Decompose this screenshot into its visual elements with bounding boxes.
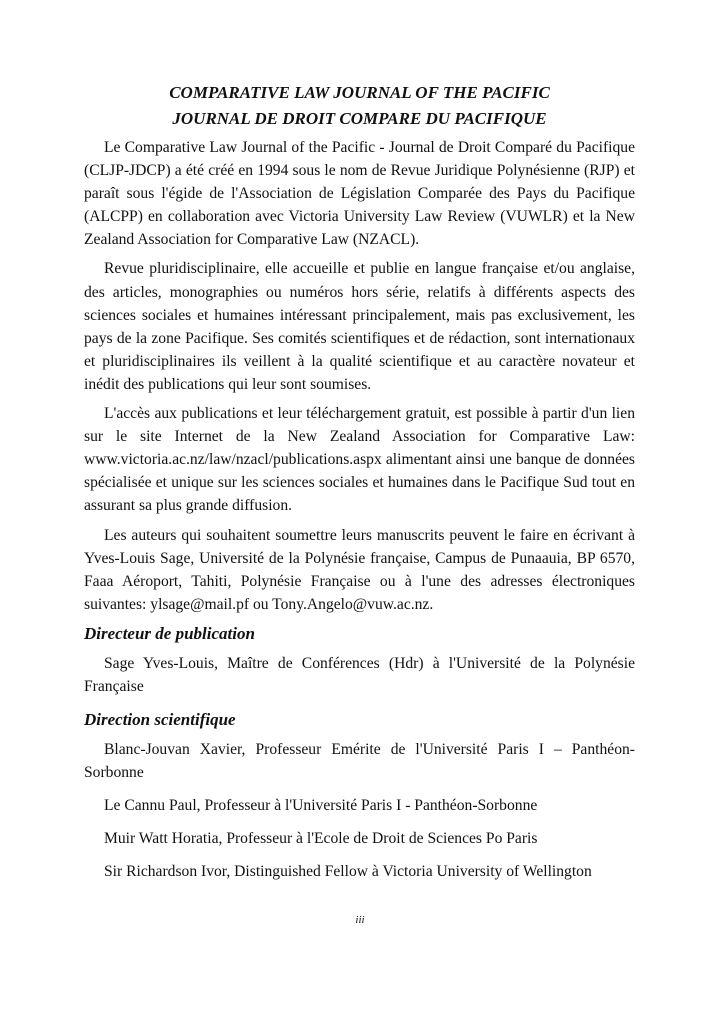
journal-title-block xyxy=(84,80,635,132)
page-number: iii xyxy=(355,914,365,926)
intro-paragraph-history: Le Comparative Law Journal of the Pacific - Journal de Droit Comparé du Pacifique (CLJP-JDCP) a été créé en 1994 sous le nom de Revue Juridique Polynésienne (RJP) et paraît sous l'égide de l'Association de Législation Comparée des Pays du Pacifique (ALCPP) en collaboration avec Victoria University Law Review (VUWLR) et la New Zealand Association for Comparative Law (NZACL). xyxy=(84,139,635,249)
journal-title-english: COMPARATIVE LAW JOURNAL OF THE PACIFIC xyxy=(169,83,550,102)
document-page xyxy=(84,80,635,894)
section-heading-direction-scientifique: Direction scientifique xyxy=(84,710,236,730)
direction-entry: Le Cannu Paul, Professeur à l'Université Paris I - Panthéon-Sorbonne xyxy=(104,797,538,815)
direction-entry: Muir Watt Horatia, Professeur à l'Ecole de Droit de Sciences Po Paris xyxy=(104,830,538,848)
direction-entry: Sir Richardson Ivor, Distinguished Fellow à Victoria University of Wellington xyxy=(104,863,592,881)
directeur-entry: Sage Yves-Louis, Maître de Conférences (Hdr) à l'Université de la Polynésie Française xyxy=(84,654,635,695)
intro-paragraph-submission: Les auteurs qui souhaitent soumettre leurs manuscrits peuvent le faire en écrivant à Yves-Louis Sage, Université de la Polynésie française, Campus de Punaauia, BP 6570, Faaa Aéroport, Tahiti, Polynésie Française ou à l'une des adresses électroniques suivantes: ylsage@mail.pf ou Tony.Angelo@vuw.ac.nz. xyxy=(84,526,635,613)
intro-paragraph-scope: Revue pluridisciplinaire, elle accueille et publie en langue française et/ou anglaise, des articles, monographies ou numéros hors série, relatifs à différents aspects des sciences sociales et humaines intéressant principalement, mais pas exclusivement, les pays de la zone Pacifique. Ses comités scientifiques et de rédaction, sont internationaux et pluridisciplinaires ils veillent à la qualité scientifique et au caractère novateur et inédit des publications qui leur sont soumises. xyxy=(84,260,635,393)
section-heading-directeur: Directeur de publication xyxy=(84,623,255,643)
journal-title-french: JOURNAL DE DROIT COMPARE DU PACIFIQUE xyxy=(172,109,547,128)
direction-entry: Blanc-Jouvan Xavier, Professeur Emérite de l'Université Paris I – Panthéon-Sorbonne xyxy=(84,741,635,782)
intro-paragraph-access: L'accès aux publications et leur téléchargement gratuit, est possible à partir d'un lien sur le site Internet de la New Zealand Association for Comparative Law: www.victoria.ac.nz/law/nzacl/publications.aspx alimentant ainsi une banque de données spécialisée et unique sur les sciences sociales et humaines dans le Pacifique Sud tout en assurant sa plus grande diffusion. xyxy=(84,405,635,515)
